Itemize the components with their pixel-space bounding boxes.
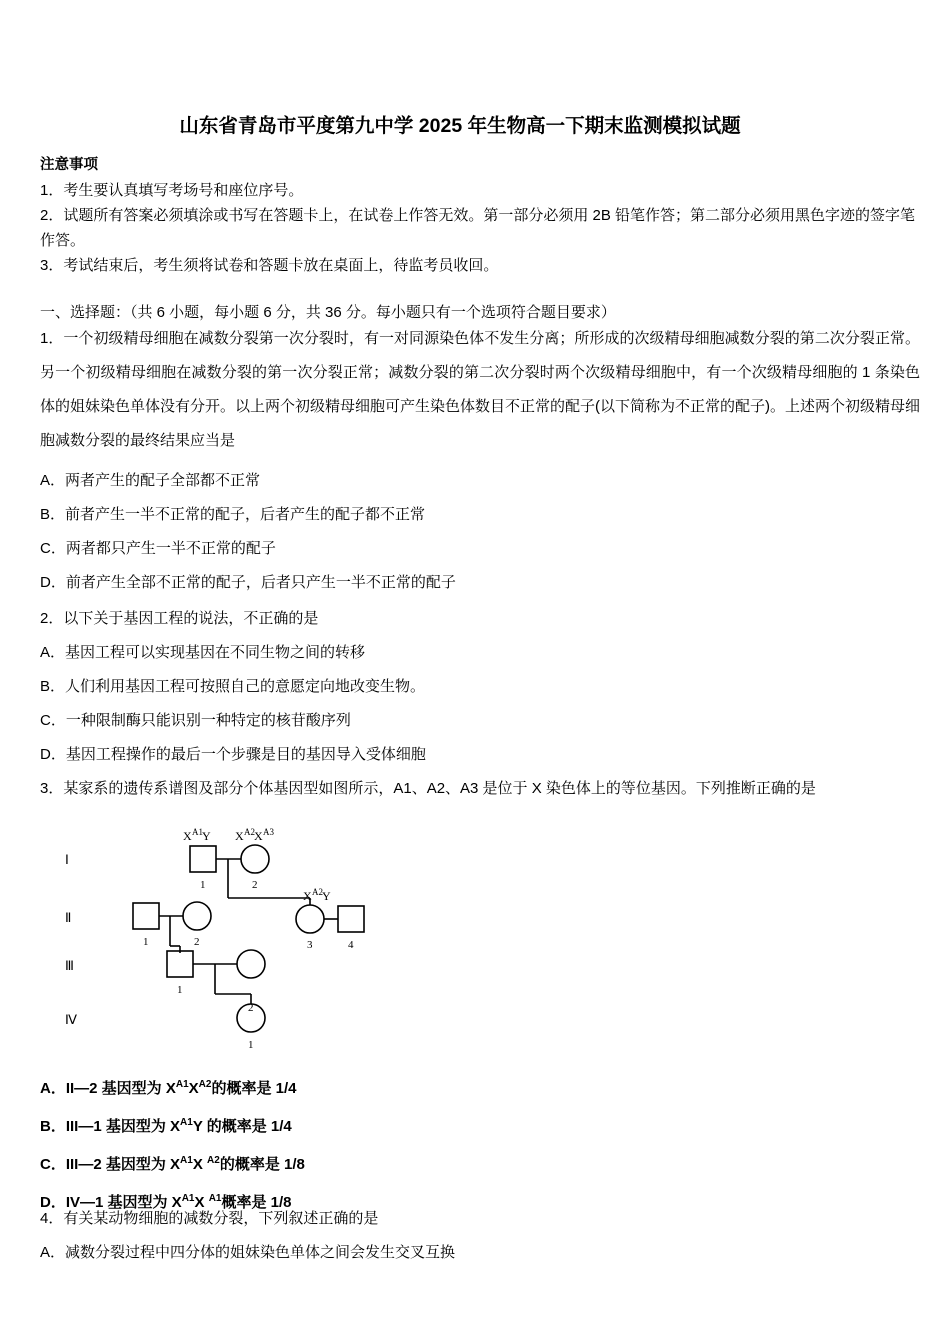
- svg-text:A1: A1: [192, 827, 203, 837]
- notice-heading: 注意事项: [40, 157, 98, 173]
- svg-text:X: X: [235, 829, 244, 843]
- notice-list: [40, 178, 920, 278]
- notice-item-2: 2．试题所有答案必须填涂或书写在答题卡上，在试卷上作答无效。第一部分必须用 2B 铅笔作答；第二部分必须用黑色字迹的签字笔作答。: [40, 207, 916, 249]
- option-d: D．IV—1 基因型为 $X^{A1}X$ $^{A1}$概率是 1/8: [40, 1193, 292, 1211]
- option-b: B．人们利用基因工程可按照自己的意愿定向地改变生物。: [40, 678, 426, 695]
- option-b: B．前者产生一半不正常的配子，后者产生的配子都不正常: [40, 506, 426, 523]
- svg-text:A2: A2: [312, 887, 323, 897]
- svg-text:2: 2: [252, 879, 258, 891]
- pedigree-chart: [55, 818, 475, 1058]
- question-3-options: [40, 1068, 920, 1220]
- question-4-text: 有关某动物细胞的减数分裂，下列叙述正确的是: [63, 1210, 379, 1227]
- generation-label-2: Ⅱ: [65, 910, 72, 925]
- page-title: 山东省青岛市平度第九中学 2025 年生物高一下期末监测模拟试题: [179, 115, 741, 137]
- question-3-number: 3．: [40, 780, 64, 797]
- question-1-options: [40, 464, 920, 600]
- question-4-stem: [40, 1202, 920, 1236]
- option-c: C．III—2 基因型为 $X^{A1}X$ $^{A2}$的概率是 1/8: [40, 1155, 305, 1173]
- option-c: C．一种限制酶只能识别一种特定的核苷酸序列: [40, 712, 351, 729]
- option-a: A．两者产生的配子全部都不正常: [40, 472, 261, 489]
- question-3-stem: [40, 772, 920, 806]
- section-heading: 一、选择题：（共 6 小题，每小题 6 分，共 36 分。每小题只有一个选项符合题目要求）: [40, 304, 616, 321]
- generation-label-1: Ⅰ: [65, 852, 69, 867]
- question-1-text: 一个初级精母细胞在减数分裂第一次分裂时，有一对同源染色体不发生分离；所形成的次级精母细胞减数分裂的第二次分裂正常。另一个初级精母细胞在减数分裂的第一次分裂正常；减数分裂的第二次分裂时两个次级精母细胞中，有一个次级精母细胞的 1 条染色体的姐妹染色单体没有分开。以上两个初级精母细胞可产生染色体数目不正常的配子(以下简称为不正常的配子)。上述两个初级精母细胞减数分裂的最终结果应当是: [40, 330, 920, 449]
- question-3: [40, 772, 920, 806]
- option-a: A．减数分裂过程中四分体的姐妹染色单体之间会发生交叉互换: [40, 1244, 456, 1261]
- question-1-stem: [40, 322, 920, 458]
- question-1-number: 1．: [40, 330, 64, 347]
- svg-text:2: 2: [248, 1002, 254, 1014]
- question-2: [40, 602, 920, 772]
- question-2-stem: [40, 602, 920, 636]
- option-d: D．基因工程操作的最后一个步骤是目的基因导入受体细胞: [40, 746, 426, 763]
- option-c: C．两者都只产生一半不正常的配子: [40, 540, 276, 557]
- svg-text:X: X: [254, 829, 263, 843]
- notice-item-1: 1．考生要认真填写考场号和座位序号。: [40, 182, 304, 199]
- notice-item-3: 3．考试结束后，考生须将试卷和答题卡放在桌面上，待监考员收回。: [40, 257, 499, 274]
- generation-label-4: Ⅳ: [65, 1012, 77, 1027]
- svg-text:A3: A3: [263, 827, 274, 837]
- question-4-number: 4．: [40, 1210, 64, 1227]
- question-3-text: 某家系的遗传系谱图及部分个体基因型如图所示，A1、A2、A3 是位于 X 染色体上的等位基因。下列推断正确的是: [63, 780, 816, 797]
- svg-text:4: 4: [348, 939, 354, 951]
- svg-text:3: 3: [307, 939, 313, 951]
- question-2-number: 2．: [40, 610, 64, 627]
- svg-text:2: 2: [194, 936, 200, 948]
- svg-text:1: 1: [143, 936, 149, 948]
- svg-text:1: 1: [248, 1039, 254, 1051]
- question-1: [40, 322, 920, 458]
- question-4: [40, 1202, 920, 1270]
- svg-text:1: 1: [177, 984, 183, 996]
- svg-text:X: X: [183, 829, 192, 843]
- question-2-text: 以下关于基因工程的说法，不正确的是: [63, 610, 319, 627]
- svg-text:Y: Y: [322, 889, 331, 903]
- svg-text:X: X: [303, 889, 312, 903]
- svg-text:1: 1: [200, 879, 206, 891]
- option-b: B．III—1 基因型为 $X^{A1}Y$ 的概率是 1/4: [40, 1117, 292, 1135]
- generation-label-3: Ⅲ: [65, 958, 74, 973]
- svg-text:A2: A2: [244, 827, 255, 837]
- option-d: D．前者产生全部不正常的配子，后者只产生一半不正常的配子: [40, 574, 456, 591]
- option-a: A．II—2 基因型为 $X^{A1}X^{A2}$的概率是 1/4: [40, 1079, 297, 1097]
- option-a: A．基因工程可以实现基因在不同生物之间的转移: [40, 644, 366, 661]
- svg-text:Y: Y: [202, 829, 211, 843]
